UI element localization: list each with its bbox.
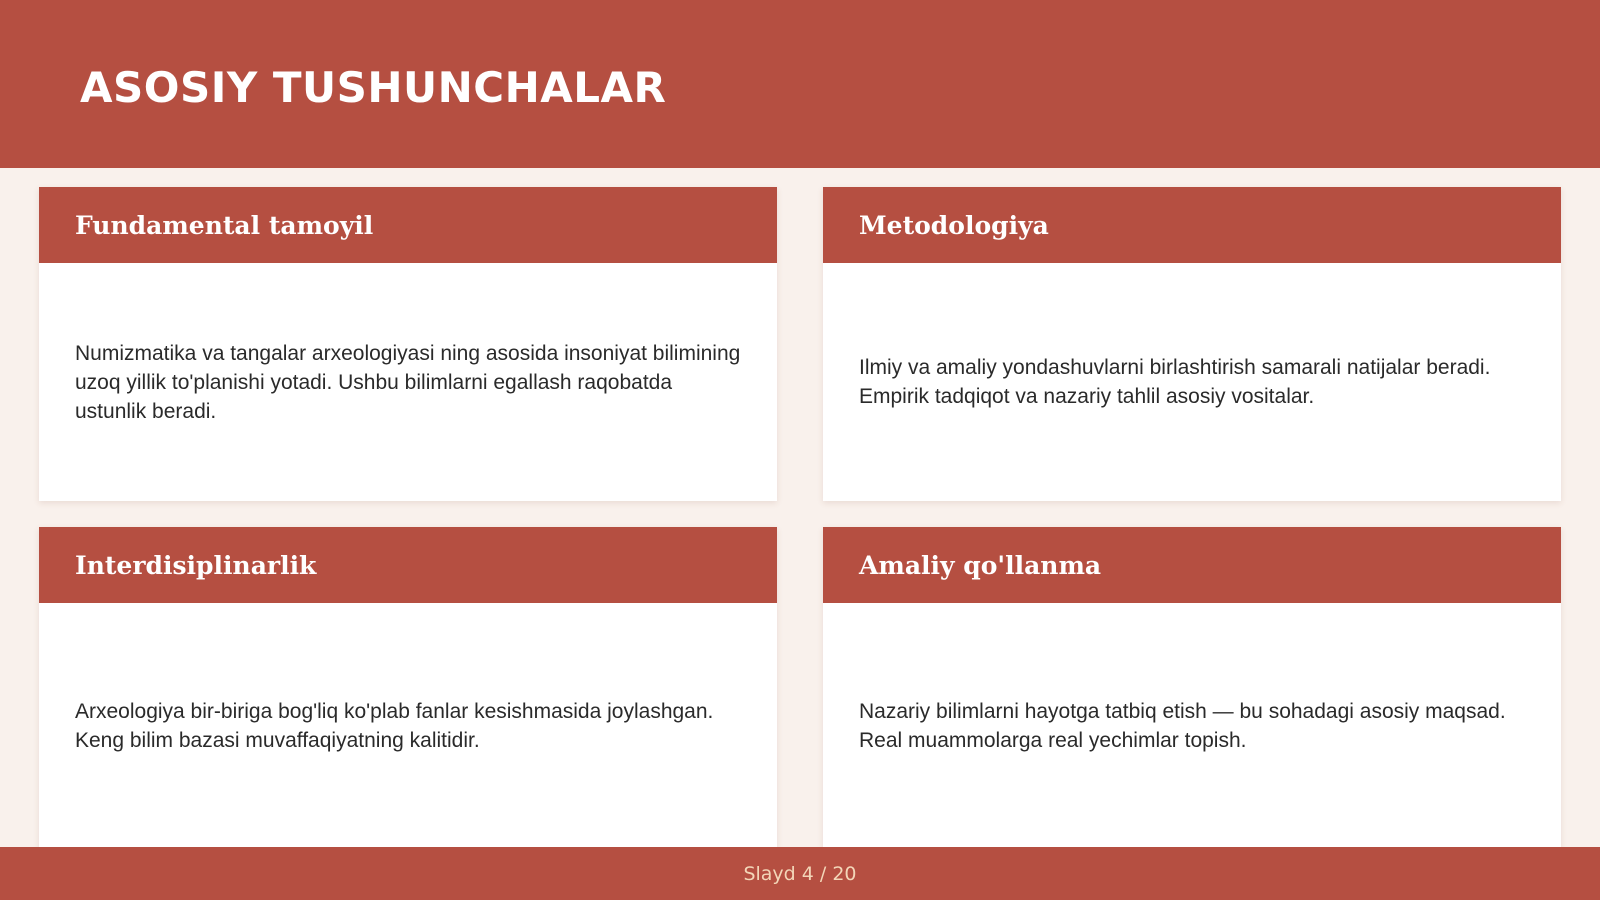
card-body (39, 263, 777, 501)
card-header (39, 187, 777, 263)
slide-footer (0, 847, 1600, 900)
card-header (39, 527, 777, 603)
card-title: Amaliy qo'llanma (859, 550, 1102, 580)
slide-counter: Slayd 4 / 20 (743, 862, 857, 885)
card-title: Metodologiya (859, 210, 1049, 240)
card-practical-guide (823, 527, 1561, 848)
slide-title: ASOSIY TUSHUNCHALAR (80, 63, 667, 112)
card-methodology (823, 187, 1561, 501)
card-text: Ilmiy va amaliy yondashuvlarni birlashtirish samarali natijalar beradi. Empirik tadqiqot va nazariy tahlil asosiy vositalar. (859, 356, 1491, 408)
concept-cards-grid (39, 187, 1561, 848)
card-header (823, 187, 1561, 263)
card-body (39, 603, 777, 848)
card-body (823, 263, 1561, 501)
card-text: Numizmatika va tangalar arxeologiyasi ning asosida insoniyat bilimining uzoq yillik to'planishi yotadi. Ushbu bilimlarni egallash raqobatda ustunlik beradi. (75, 341, 741, 423)
card-text: Nazariy bilimlarni hayotga tatbiq etish — bu sohadagi asosiy maqsad. Real muammolarga real yechimlar topish. (859, 699, 1506, 752)
card-fundamental-principle (39, 187, 777, 501)
card-text: Arxeologiya bir-biriga bog'liq ko'plab fanlar kesishmasida joylashgan. Keng bilim bazasi muvaffaqiyatning kalitidir. (75, 699, 714, 752)
card-header (823, 527, 1561, 603)
card-title: Interdisiplinarlik (75, 550, 317, 580)
card-title: Fundamental tamoyil (75, 210, 374, 240)
slide-header (0, 0, 1600, 168)
card-body (823, 603, 1561, 848)
card-interdisciplinarity (39, 527, 777, 848)
